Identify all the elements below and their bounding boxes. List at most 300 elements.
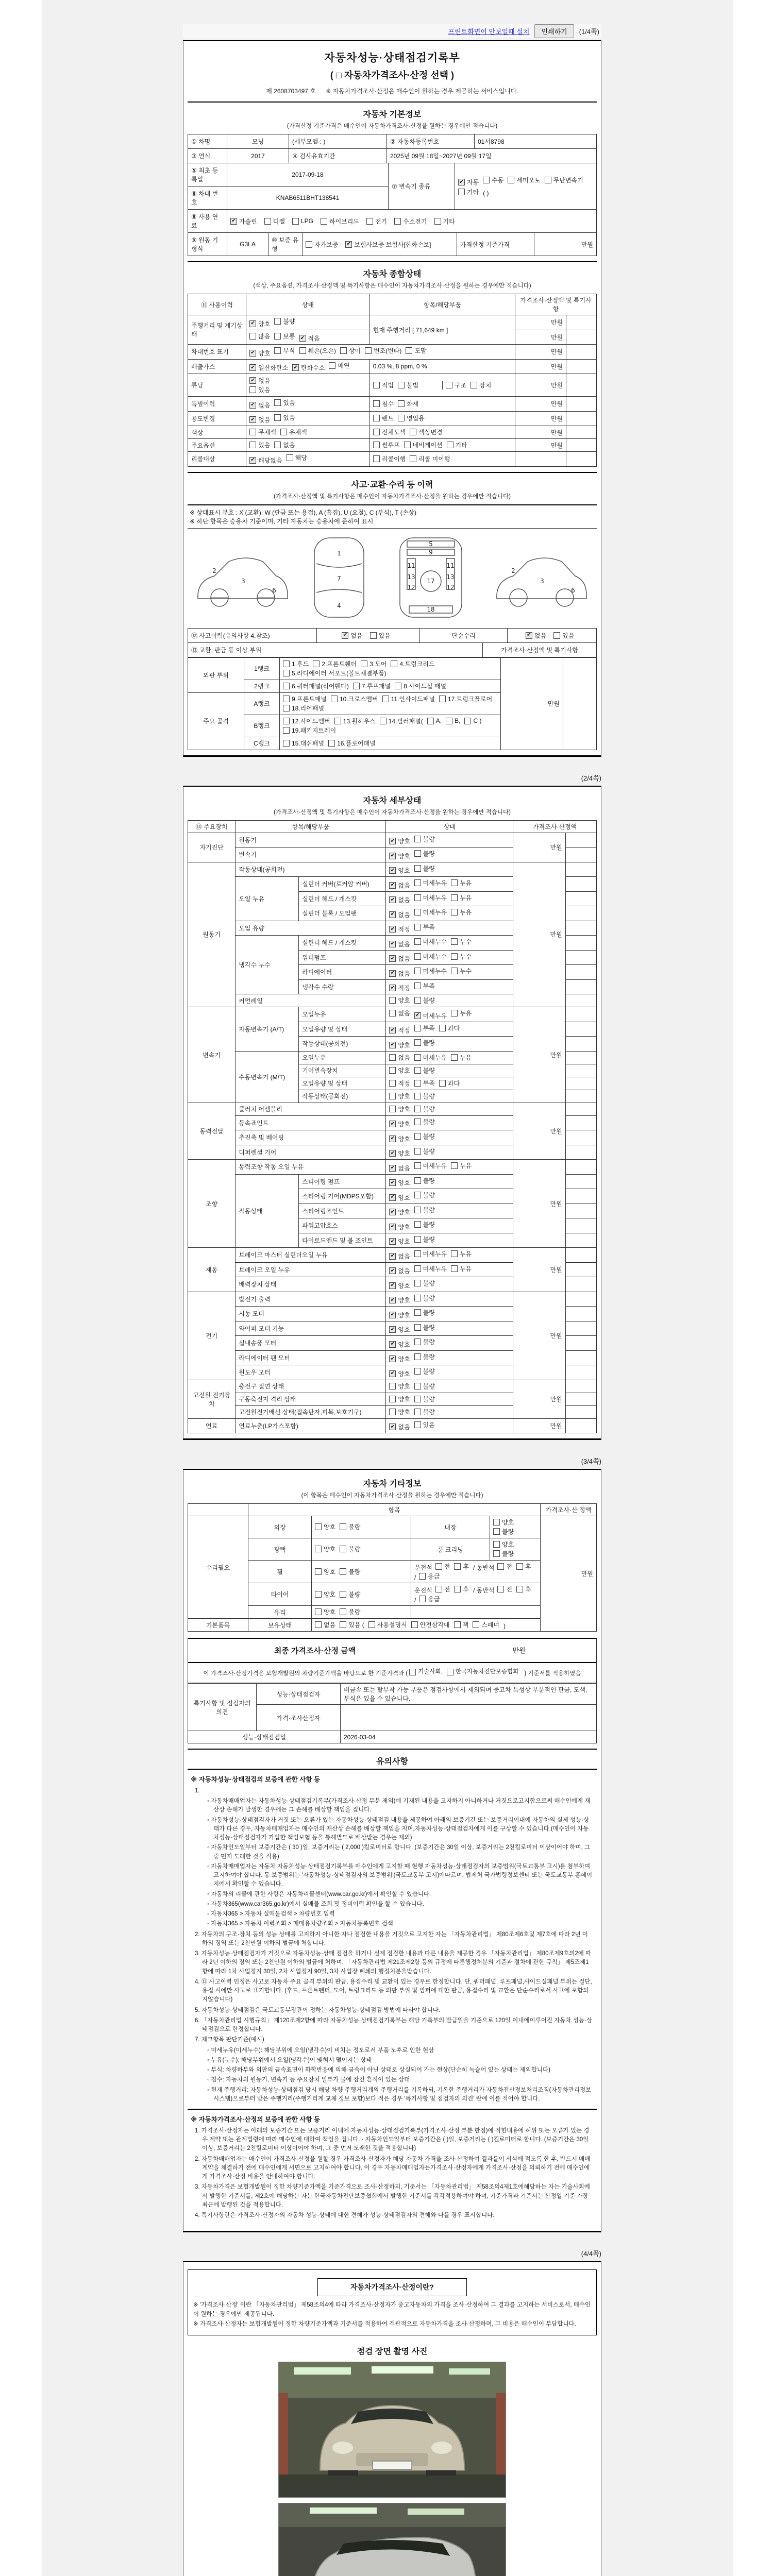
checkbox-icon[interactable] — [292, 218, 299, 225]
checkbox-icon[interactable] — [414, 968, 421, 974]
install-print-helper-link[interactable]: 프린트화면이 안보일때 설치 — [448, 27, 530, 36]
checkbox-checked-icon[interactable]: ✔ — [389, 1042, 396, 1048]
checkbox-icon[interactable] — [264, 218, 271, 225]
checkbox-icon[interactable] — [414, 1368, 421, 1375]
checkbox-icon[interactable] — [340, 1568, 346, 1575]
checkbox-icon[interactable] — [439, 1080, 446, 1087]
checkbox-option — [373, 428, 406, 436]
checkbox-icon[interactable] — [414, 1039, 421, 1046]
checkbox-icon[interactable] — [493, 1541, 500, 1548]
checkbox-option — [497, 1585, 512, 1594]
device-group-label: 자기진단 — [188, 833, 236, 862]
checkbox-icon[interactable] — [414, 836, 421, 842]
checkbox-checked-icon[interactable]: ✔ — [249, 457, 256, 464]
checkbox-icon[interactable] — [414, 1162, 421, 1169]
checkbox-icon[interactable] — [414, 1236, 421, 1243]
checkbox-option — [414, 1092, 435, 1100]
checkbox-icon[interactable] — [340, 1523, 346, 1530]
checkbox-icon[interactable] — [454, 1586, 461, 1592]
device-state-options — [386, 1350, 513, 1365]
checkbox-icon[interactable] — [249, 386, 256, 393]
price-entry-cell — [565, 1393, 596, 1405]
checkbox-icon[interactable] — [370, 632, 377, 639]
checkbox-icon[interactable] — [334, 718, 341, 724]
checkbox-icon[interactable] — [446, 718, 452, 724]
checkbox-icon[interactable] — [315, 1608, 322, 1615]
inspector-opinion-text: 비금속 또는 탈부착 가능 부품은 점검사항에서 제외되며 중고차 특성상 부분적인 판금, 도색, 부식은 있을 수 있습니다. — [341, 1684, 597, 1705]
checkbox-icon[interactable] — [313, 660, 320, 667]
checkbox-icon[interactable] — [414, 1067, 421, 1074]
device-price-unit: 만원 — [513, 1380, 565, 1418]
service-note: ※ 자동차가격조사·산정은 매수인이 원하는 경우 제공하는 서비스입니다. — [326, 88, 518, 95]
checkbox-icon[interactable] — [283, 660, 290, 667]
etc-h-item: 항목 — [248, 1504, 541, 1516]
checkbox-checked-icon[interactable]: ✔ — [389, 926, 396, 933]
option-label: 양호 — [398, 1092, 410, 1100]
checkbox-icon[interactable] — [315, 1621, 322, 1628]
checkbox-icon[interactable] — [414, 1080, 421, 1087]
checkbox-icon[interactable] — [389, 1383, 396, 1389]
checkbox-icon[interactable] — [414, 1280, 421, 1286]
checkbox-icon[interactable] — [451, 1010, 458, 1016]
checkbox-checked-icon[interactable]: ✔ — [389, 1326, 396, 1333]
option-label: 없음 — [398, 1267, 410, 1275]
checkbox-icon[interactable] — [464, 718, 471, 724]
checkbox-checked-icon[interactable]: ✔ — [389, 1150, 396, 1157]
vin-label: ⑥ 차대 번호 — [188, 187, 227, 209]
option-label: 없음 — [324, 1621, 336, 1629]
option-label: 6.쿼터패널(리어휀다) — [292, 682, 349, 690]
checkbox-checked-icon[interactable]: ✔ — [389, 1179, 396, 1186]
checkbox-checked-icon[interactable]: ✔ — [389, 1282, 396, 1289]
checkbox-icon[interactable] — [493, 1519, 500, 1526]
checkbox-icon[interactable] — [414, 1177, 421, 1184]
option-label: 미세누유 — [423, 1162, 447, 1170]
checkbox-icon[interactable] — [389, 1010, 396, 1016]
checkbox-checked-icon[interactable]: ✔ — [389, 970, 396, 977]
checkbox-checked-icon[interactable]: ✔ — [389, 1136, 396, 1142]
rank-label: C랭크 — [244, 737, 280, 750]
print-button[interactable]: 인쇄하기 — [534, 24, 574, 38]
checkbox-icon[interactable] — [414, 1025, 421, 1031]
checkbox-icon[interactable] — [331, 696, 338, 702]
checkbox-icon[interactable] — [451, 879, 458, 886]
checkbox-icon[interactable] — [389, 1106, 396, 1112]
checkbox-icon[interactable] — [398, 415, 405, 421]
checkbox-icon[interactable] — [340, 1591, 346, 1598]
option-label: 불량 — [348, 1608, 361, 1616]
checkbox-checked-icon[interactable]: ✔ — [292, 364, 299, 371]
checkbox-icon[interactable] — [389, 1409, 396, 1415]
checkbox-checked-icon[interactable]: ✔ — [249, 364, 256, 371]
checkbox-option — [414, 981, 435, 990]
checkbox-icon[interactable] — [340, 347, 347, 354]
checkbox-icon[interactable] — [328, 740, 335, 747]
checkbox-icon[interactable] — [447, 442, 453, 448]
checkbox-icon[interactable] — [340, 1621, 346, 1628]
checkbox-checked-icon[interactable]: ✔ — [389, 941, 396, 947]
checkbox-icon[interactable] — [306, 241, 312, 248]
checkbox-icon[interactable] — [414, 924, 421, 930]
price-entry-cell — [565, 1051, 596, 1064]
checkbox-icon[interactable] — [414, 1383, 421, 1389]
checkbox-icon[interactable] — [283, 705, 290, 711]
checkbox-icon[interactable] — [414, 1421, 421, 1428]
checkbox-icon[interactable] — [414, 1118, 421, 1125]
legal-text-line: 6. 「자동차관리법 시행규칙」 제120조제2항에 따라 자동차성능·상태점검기록부는 해당 기록부의 발급일을 기준으로 120일 이내에이루어진 자동차 성능·상태점검으로 한정합니다. — [195, 2017, 592, 2033]
checkbox-icon[interactable] — [340, 1546, 346, 1552]
checkbox-icon[interactable] — [315, 1568, 322, 1575]
option-label: 없음 — [258, 416, 271, 423]
checkbox-checked-icon[interactable]: ✔ — [458, 179, 465, 185]
checkbox-icon[interactable] — [382, 696, 389, 702]
checkbox-icon[interactable] — [414, 997, 421, 1004]
checkbox-icon[interactable] — [414, 1207, 421, 1213]
checkbox-icon[interactable] — [451, 1265, 458, 1272]
checkbox-option — [389, 1311, 410, 1319]
checkbox-checked-icon[interactable]: ✔ — [389, 1423, 396, 1430]
checkbox-icon[interactable] — [414, 894, 421, 901]
checkbox-icon[interactable] — [365, 347, 372, 354]
option-label: 양호 — [398, 1135, 410, 1143]
checkbox-icon[interactable] — [414, 1353, 421, 1360]
checkbox-icon[interactable] — [446, 382, 452, 388]
checkbox-icon[interactable] — [366, 218, 373, 225]
checkbox-icon[interactable] — [395, 683, 401, 689]
checkbox-option — [274, 440, 295, 449]
checkbox-icon[interactable] — [447, 1669, 453, 1675]
checkbox-icon[interactable] — [451, 938, 458, 945]
checkbox-icon[interactable] — [280, 429, 287, 435]
device-item-label: 와이퍼 모터 기능 — [236, 1321, 386, 1336]
checkbox-icon[interactable] — [321, 218, 327, 225]
checkbox-checked-icon[interactable]: ✔ — [389, 1027, 396, 1033]
checkbox-icon[interactable] — [373, 442, 380, 448]
checkbox-icon[interactable] — [483, 177, 490, 183]
checkbox-checked-icon[interactable]: ✔ — [230, 218, 237, 225]
checkbox-icon[interactable] — [414, 1133, 421, 1140]
checkbox-icon[interactable] — [414, 1409, 421, 1415]
mileage-price-unit-2: 만원 — [515, 330, 566, 345]
checkbox-option — [391, 659, 434, 668]
checkbox-icon[interactable] — [553, 632, 560, 639]
option-label: 3.도어 — [369, 660, 387, 668]
checkbox-checked-icon[interactable]: ✔ — [389, 1253, 396, 1260]
checkbox-checked-icon[interactable]: ✔ — [414, 1012, 421, 1019]
price-entry-cell — [565, 891, 596, 906]
overall-h1: ⑪ 사용이력 — [188, 294, 246, 315]
checkbox-checked-icon[interactable]: ✔ — [389, 867, 396, 874]
option-label: 없음 — [398, 882, 410, 889]
color-kind-options — [369, 426, 515, 439]
checkbox-checked-icon[interactable]: ✔ — [299, 335, 306, 342]
checkbox-icon[interactable] — [315, 1591, 322, 1598]
checkbox-option — [414, 952, 447, 961]
checkbox-icon[interactable] — [454, 1563, 461, 1570]
checkbox-option — [439, 1079, 460, 1088]
option-label: 양호 — [398, 1041, 410, 1049]
checkbox-icon[interactable] — [283, 718, 290, 724]
checkbox-icon[interactable] — [373, 415, 380, 421]
checkbox-icon[interactable] — [389, 997, 396, 1004]
checkbox-checked-icon[interactable]: ✔ — [389, 955, 396, 962]
checkbox-icon[interactable] — [414, 1396, 421, 1402]
checkbox-icon[interactable] — [274, 442, 281, 448]
checkbox-icon[interactable] — [373, 455, 380, 462]
device-state-options — [386, 891, 513, 906]
checkbox-icon[interactable] — [394, 218, 401, 225]
checkbox-icon[interactable] — [389, 1396, 396, 1402]
option-label: 11.인사이드패널 — [391, 695, 435, 703]
checkbox-icon[interactable] — [451, 968, 458, 974]
rank-label: 1랭크 — [244, 657, 280, 680]
price-entry-cell — [565, 1090, 596, 1103]
checkbox-option — [446, 717, 460, 724]
option-label: 누수 — [460, 968, 472, 975]
checkbox-icon[interactable] — [315, 1523, 322, 1530]
basic-info-table — [188, 134, 597, 256]
checkbox-icon[interactable] — [373, 382, 380, 388]
checkbox-icon[interactable] — [404, 442, 411, 448]
checkbox-icon[interactable] — [389, 1067, 396, 1074]
checkbox-checked-icon[interactable]: ✔ — [389, 838, 396, 844]
checkbox-icon[interactable] — [451, 909, 458, 916]
checkbox-option — [389, 925, 410, 934]
checkbox-icon[interactable] — [414, 938, 421, 945]
checkbox-icon[interactable] — [410, 455, 416, 462]
legal-text-line: 1. 가격조사·산정자는 아래의 보증기간 또는 보증거리 이내에 자동차성능·상태점검기록부(가격조사·산정 부분 한정)에 적힌내용에 허위 또는 오류가 있는 경우 계약 또는 관계법령에 따라 매수인에 대하여 책임을 집니다. · 자동차인도일부터 보증기간은 ( )일, 보증거리는 ( )킬로미터로 합니다. (보증기간은 30일 이상, 보증거리는 2천킬로미터 이상이어야 하며, 그 중 먼저 도래한 것을 적용합니다) — [195, 2127, 590, 2152]
device-state-options — [386, 965, 513, 980]
checkbox-icon[interactable] — [249, 442, 256, 448]
checkbox-icon[interactable] — [451, 894, 458, 901]
checkbox-icon[interactable] — [454, 1621, 461, 1628]
option-label: 없음 — [398, 1054, 410, 1061]
checkbox-option — [414, 1105, 435, 1113]
checkbox-icon[interactable] — [414, 1054, 421, 1061]
checkbox-icon[interactable] — [274, 333, 281, 340]
checkbox-checked-icon[interactable]: ✔ — [389, 1165, 396, 1172]
checkbox-checked-icon[interactable]: ✔ — [526, 632, 532, 639]
checkbox-checked-icon[interactable]: ✔ — [249, 350, 256, 357]
checkbox-icon[interactable] — [458, 189, 465, 195]
legal-text-line: ◦ 현재 주행거리: 자동차성능·상태점검 당시 해당 차량 주행거리계의 주행거리를 기록하되, 기록한 주행거리가 자동차전산정보처리조직(자동차관리정보시스템)으로부터 받은 주행거리(주행거리계 교체 정보 포함)보다 적은 경우 '특기사항 및 점검자의 의견' 란에 이를 적어야 합니다. — [207, 2087, 592, 2102]
checkbox-icon[interactable] — [470, 382, 477, 388]
checkbox-icon[interactable] — [427, 718, 434, 724]
checkbox-icon[interactable] — [353, 683, 360, 689]
checkbox-icon[interactable] — [414, 1250, 421, 1257]
option-label: 불량 — [423, 1368, 435, 1375]
glass-label: 유리 — [248, 1606, 312, 1619]
checkbox-icon[interactable] — [414, 1106, 421, 1112]
checkbox-icon[interactable] — [283, 727, 290, 734]
checkbox-icon[interactable] — [451, 953, 458, 960]
options-options — [246, 439, 370, 452]
checkbox-option — [451, 878, 472, 887]
checkbox-icon[interactable] — [414, 1295, 421, 1301]
checkbox-icon[interactable] — [340, 1608, 346, 1615]
checkbox-option — [545, 176, 583, 184]
checkbox-icon[interactable] — [419, 1596, 426, 1602]
device-state-options — [386, 1380, 513, 1393]
checkbox-icon[interactable] — [274, 414, 281, 421]
checkbox-icon[interactable] — [283, 696, 290, 702]
checkbox-icon[interactable] — [274, 347, 281, 354]
checkbox-icon[interactable] — [315, 1546, 322, 1552]
checkbox-icon[interactable] — [373, 400, 380, 407]
state-code-legend — [188, 504, 597, 528]
option-label: 전체도색 — [381, 429, 406, 436]
checkbox-icon[interactable] — [414, 1148, 421, 1155]
checkbox-checked-icon[interactable]: ✔ — [389, 985, 396, 991]
checkbox-icon[interactable] — [283, 740, 290, 747]
checkbox-icon[interactable] — [473, 1621, 479, 1628]
checkbox-checked-icon[interactable]: ✔ — [389, 882, 396, 889]
checkbox-option — [414, 923, 435, 931]
checkbox-option — [473, 1620, 499, 1629]
checkbox-checked-icon[interactable]: ✔ — [389, 1121, 396, 1127]
checkbox-icon[interactable] — [287, 454, 293, 461]
checkbox-icon[interactable] — [249, 429, 256, 435]
price-entry-cell — [565, 1174, 596, 1189]
etc-h-price: 가격조사·산 정액 — [541, 1504, 597, 1516]
checkbox-icon[interactable] — [414, 1265, 421, 1272]
checkbox-icon[interactable] — [389, 1080, 396, 1087]
checkbox-icon[interactable] — [419, 1573, 426, 1580]
polish-options — [312, 1538, 411, 1561]
option-label: 양호 — [398, 1326, 410, 1333]
checkbox-checked-icon[interactable]: ✔ — [389, 1209, 396, 1215]
checkbox-option — [373, 381, 394, 389]
checkbox-checked-icon[interactable]: ✔ — [389, 896, 396, 903]
page-3 — [183, 1469, 601, 2232]
checkbox-icon[interactable] — [414, 982, 421, 989]
device-item-label: 원동기 — [236, 833, 386, 848]
checkbox-icon[interactable] — [508, 177, 514, 183]
checkbox-checked-icon[interactable]: ✔ — [389, 853, 396, 859]
checkbox-icon[interactable] — [329, 362, 335, 369]
checkbox-icon[interactable] — [391, 660, 397, 667]
checkbox-icon[interactable] — [299, 347, 306, 354]
notes-title: 유의사항 — [376, 1757, 408, 1767]
checkbox-icon[interactable] — [373, 429, 380, 435]
checkbox-option — [328, 739, 376, 748]
price-basis-options — [409, 1671, 523, 1677]
option-label: 후 — [463, 1563, 469, 1570]
checkbox-icon[interactable] — [274, 399, 281, 406]
checkbox-icon[interactable] — [414, 909, 421, 916]
device-state-options — [386, 1233, 513, 1248]
checkbox-option — [373, 414, 394, 422]
checkbox-icon[interactable] — [409, 1669, 416, 1675]
checkbox-checked-icon[interactable]: ✔ — [389, 1355, 396, 1362]
checkbox-icon[interactable] — [545, 177, 551, 183]
checkbox-icon[interactable] — [414, 1324, 421, 1331]
checkbox-icon[interactable] — [434, 218, 441, 225]
checkbox-checked-icon[interactable]: ✔ — [249, 320, 256, 327]
price-entry-cell — [565, 1350, 596, 1365]
checkbox-icon[interactable] — [435, 1586, 442, 1592]
checkbox-icon[interactable] — [435, 1563, 442, 1570]
checkbox-icon[interactable] — [361, 660, 367, 667]
checkbox-icon[interactable] — [414, 1192, 421, 1198]
checkbox-checked-icon[interactable]: ✔ — [249, 416, 256, 423]
checkbox-icon[interactable] — [389, 1054, 396, 1061]
checkbox-icon[interactable] — [410, 429, 416, 435]
checkbox-icon[interactable] — [451, 1250, 458, 1257]
checkbox-icon[interactable] — [516, 1563, 523, 1570]
checkbox-icon[interactable] — [274, 318, 281, 325]
checkbox-icon[interactable] — [389, 1093, 396, 1099]
glass-options — [312, 1606, 411, 1619]
checkbox-checked-icon[interactable]: ✔ — [342, 632, 348, 639]
checkbox-icon[interactable] — [414, 953, 421, 960]
checkbox-icon[interactable] — [414, 1093, 421, 1099]
checkbox-option — [419, 1595, 440, 1603]
checkbox-checked-icon[interactable]: ✔ — [389, 1341, 396, 1348]
checkbox-checked-icon[interactable]: ✔ — [389, 911, 396, 918]
checkbox-icon[interactable] — [368, 1621, 375, 1628]
checkbox-checked-icon[interactable]: ✔ — [249, 377, 256, 384]
checkbox-checked-icon[interactable]: ✔ — [345, 241, 352, 248]
checkbox-icon[interactable] — [414, 1221, 421, 1228]
checkbox-option — [315, 1545, 335, 1553]
option-label: 미세누유 — [423, 879, 447, 887]
inspection-period-value: 2025년 09월 18일~2027년 09월 17일 — [390, 152, 492, 160]
checkbox-icon[interactable] — [414, 1309, 421, 1316]
checkbox-icon[interactable] — [411, 1621, 418, 1628]
option-label: 불량 — [423, 1338, 435, 1346]
checkbox-checked-icon[interactable]: ✔ — [389, 1312, 396, 1318]
checkbox-icon[interactable] — [439, 1025, 446, 1031]
checkbox-icon[interactable] — [451, 1162, 458, 1169]
option-label: 있음 — [258, 386, 271, 394]
checkbox-icon[interactable] — [451, 1054, 458, 1061]
checkbox-icon[interactable] — [414, 879, 421, 886]
repair-row — [188, 1516, 597, 1538]
checkbox-icon[interactable] — [283, 683, 290, 689]
checkbox-icon[interactable] — [497, 1563, 504, 1570]
checkbox-checked-icon[interactable]: ✔ — [389, 1194, 396, 1201]
checkbox-icon[interactable] — [398, 382, 405, 388]
checkbox-checked-icon[interactable]: ✔ — [389, 1267, 396, 1274]
checkbox-checked-icon[interactable]: ✔ — [389, 1238, 396, 1245]
price-entry-cell — [565, 1130, 596, 1145]
document-title: 자동차성능·상태점검기록부 — [324, 52, 460, 64]
checkbox-icon[interactable] — [497, 1586, 504, 1592]
checkbox-icon[interactable] — [414, 1338, 421, 1345]
checkbox-icon[interactable] — [439, 696, 446, 702]
checkbox-checked-icon[interactable]: ✔ — [389, 1224, 396, 1230]
checkbox-icon[interactable] — [516, 1586, 523, 1592]
checkbox-icon[interactable] — [493, 1528, 500, 1535]
checkbox-icon[interactable] — [398, 400, 405, 407]
checkbox-icon[interactable] — [249, 333, 256, 340]
checkbox-icon[interactable] — [283, 670, 290, 676]
checkbox-checked-icon[interactable]: ✔ — [389, 1370, 396, 1377]
checkbox-icon[interactable] — [414, 865, 421, 872]
device-state-options — [386, 950, 513, 965]
legal-text-line: ◦ 자동차매매업자는 자동차 자동차성능·상태점검기록부를 매수인에게 고지할 때 현행 자동차성능·상태점검자의 보증범위(국토교통부 고시)를 첨부하여 고지하여야 합니다. 동 보증범위는 '자동차성능·상태점검자의 보증범위'(국토교통부 고시)에따르며, 법제처 국가법령정보센터 또는 국토교통부 홈페이지에서 확인할 수 있습니다. — [207, 1863, 593, 1888]
checkbox-icon[interactable] — [493, 1550, 500, 1557]
device-item-label: 기어변속장치 — [299, 1064, 386, 1077]
checkbox-option — [409, 1667, 443, 1676]
checkbox-checked-icon[interactable]: ✔ — [249, 402, 256, 409]
checkbox-icon[interactable] — [406, 347, 412, 354]
checkbox-icon[interactable] — [380, 718, 386, 724]
option-label: 없음 — [398, 970, 410, 977]
checkbox-icon[interactable] — [414, 850, 421, 857]
checkbox-checked-icon[interactable]: ✔ — [389, 1297, 396, 1303]
